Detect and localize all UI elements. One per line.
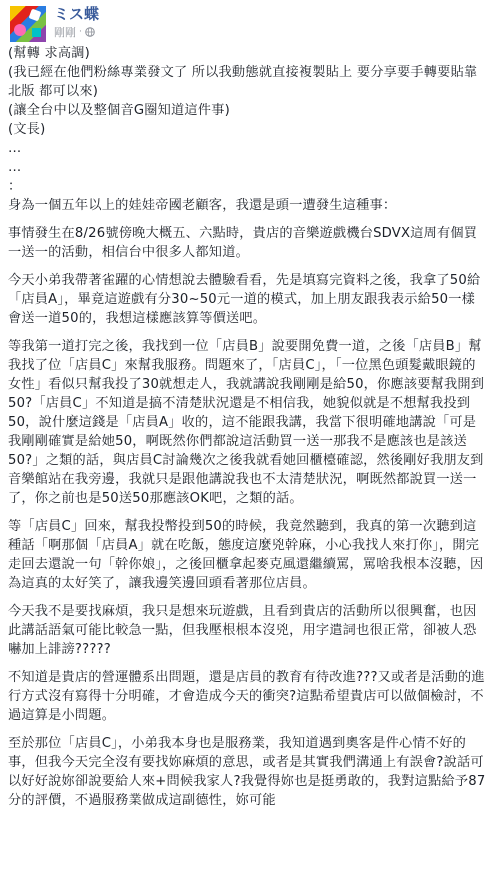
post-paragraph: 不知道是貴店的營運體系出問題，還是店員的教育有待改進???又或者是活動的進行方式沒有寫得十分明確，才會造成今天的衝突?這點希望貴店可以做個檢討，不過這算是小問題。 <box>8 670 485 723</box>
post-paragraph: 今天小弟我帶著雀躍的心情想說去體驗看看，先是填寫完資料之後，我拿了50給「店員A」，畢竟這遊戲有分30~50元一道的模式，加上朋友跟我表示給50一樣會送一道50的，我想這樣應該算等價送吧。 <box>8 273 481 326</box>
intro-line: (讓全台中以及整個音G圈知道這件事) <box>8 103 230 118</box>
colon-line: ： <box>8 179 22 194</box>
ellipsis-line: … <box>8 160 22 175</box>
globe-icon <box>85 27 95 37</box>
author-name[interactable]: ミス蝶 <box>54 5 100 23</box>
post-header <box>0 0 492 40</box>
post-paragraph: 身為一個五年以上的娃娃帝國老顧客，我還是頭一遭發生這種事： <box>8 198 397 213</box>
post-paragraph: 至於那位「店員C」，小弟我本身也是服務業，我知道遇到奧客是件心情不好的事，但我今天完全沒有要找妳麻煩的意思，或者是其實我們溝通上有誤會?說話可以好好說妳卻說要給人來+問候我家人?我覺得妳也是挺勇敢的，我對這點給予87分的評價，不過服務業做成這副德性，妳可能 <box>8 736 486 808</box>
post-timestamp[interactable]: 剛剛 <box>54 26 76 39</box>
profile-avatar[interactable] <box>10 6 46 42</box>
ellipsis-line: … <box>8 141 22 156</box>
post-paragraph: 等「店員C」回來，幫我投幣投到50的時候，我竟然聽到，我真的第一次聽到這種話「啊那個「店員A」就在吃飯，態度這麼兇幹麻，小心我找人來打你」，開完走回去還說一句「幹你娘」，之後回櫃拿起麥克風還繼續罵，罵啥我根本沒聽，因為這真的太好笑了，讓我邊笑邊回頭看著那位店員。 <box>8 519 484 591</box>
post-paragraph: 事情發生在8/26號傍晚大概五、六點時，貴店的音樂遊戲機台SDVX這周有個買一送一的活動，相信台中很多人都知道。 <box>8 226 478 260</box>
post-meta <box>54 24 95 40</box>
intro-line: (我已經在他們粉絲專業發文了 所以我動態就直接複製貼上 要分享要手轉要貼靠北版 都可以來) <box>8 65 478 99</box>
post-paragraph: 等我第一道打完之後，我找到一位「店員B」說要開免費一道，之後「店員B」幫我找了位「店員C」來幫我服務。問題來了，「店員C」，「一位黑色頭髮戴眼鏡的女性」看似只幫我投了30就想走人，我就講說我剛剛是給50，你應該要幫我開到50?「店員C」不知道是搞不清楚狀況還是不相信我，她貌似就是不想幫我投到50，說什麼這錢是「店員A」收的，這不能跟我講，我當下很明確地講說「可是我剛剛確實是給她50，啊既然你們都說這活動買一送一那我不是應該也是該送50?」之類的話，與店員C討論幾次之後我就看她回櫃檯確認，然後剛好我朋友到音樂館站在我旁邊，我就只是跟他講說我也不太清楚狀況，啊既然都說買一送一了，你之前也是50送50那應該OK吧，之類的話。 <box>8 339 485 506</box>
post-paragraph: 今天我不是要找麻煩，我只是想來玩遊戲，且看到貴店的活動所以很興奮，也因此講話語氣可能比較急一點，但我壓根根本沒兇，用字遣詞也很正常，卻被人恐嚇加上誹謗????? <box>8 604 477 657</box>
intro-line: (幫轉 求高調) <box>8 46 91 61</box>
meta-separator: · <box>79 27 82 37</box>
intro-line: (文長) <box>8 122 46 137</box>
post-body <box>8 44 486 810</box>
